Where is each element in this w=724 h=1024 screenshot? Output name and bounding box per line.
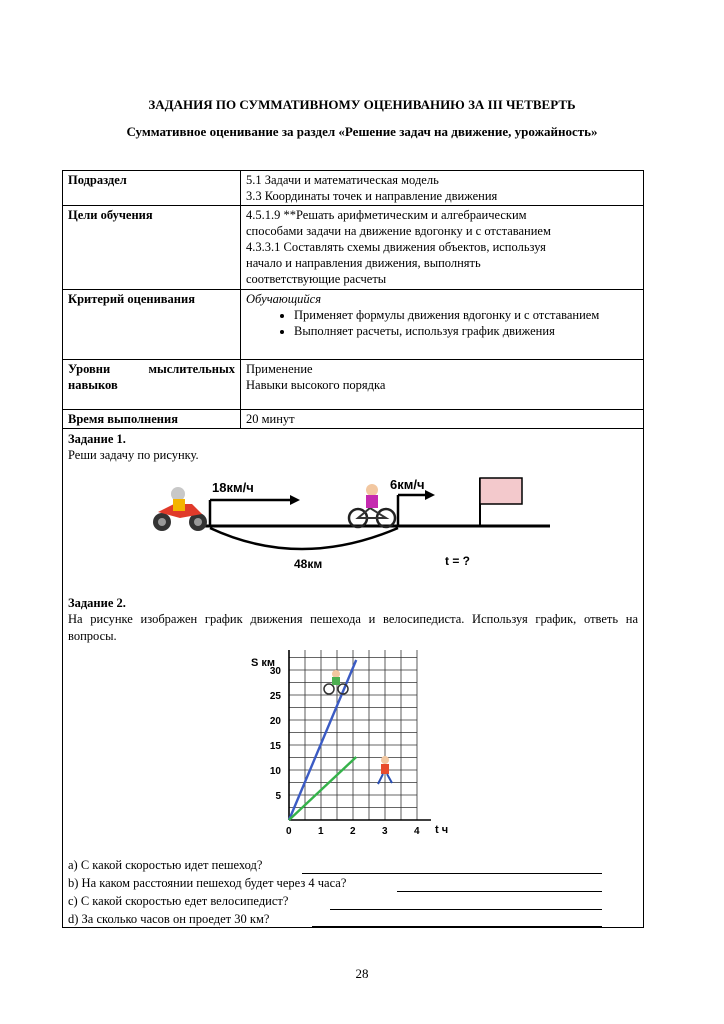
y-tick-label: 15: [269, 741, 281, 752]
levels-label-word: Уровни: [68, 362, 111, 376]
y-tick-label: 25: [269, 691, 281, 702]
subsection-line: 3.3 Координаты точек и направление движения: [246, 189, 498, 203]
levels-label-word: мыслительных: [148, 362, 235, 376]
levels-value: [241, 360, 644, 410]
table-row: [63, 410, 644, 429]
meta-table: [62, 170, 644, 429]
motion-diagram: [140, 470, 560, 580]
task1-heading: Задание 1.: [68, 432, 126, 446]
levels-label-word: навыков: [68, 378, 118, 392]
goals-value: [241, 206, 644, 290]
distance-label: 48км: [294, 557, 323, 571]
table-row: [63, 290, 644, 360]
series-line: [289, 757, 356, 820]
motion-graph: [245, 650, 460, 850]
question-c: c) С какой скоростью едет велосипедист?: [68, 894, 289, 908]
distance-arc: [210, 528, 398, 549]
x-axis-label: t ч: [435, 824, 449, 836]
subsection-value: [241, 171, 644, 206]
question-d: d) За сколько часов он проедет 30 км?: [68, 912, 270, 926]
arrow-head-icon: [290, 495, 300, 505]
subsection-label: Подраздел: [63, 171, 241, 206]
task1-text: Реши задачу по рисунку.: [68, 448, 199, 462]
levels-line: Навыки высокого порядка: [246, 378, 386, 392]
table-row: [63, 360, 644, 410]
table-row: [63, 206, 644, 290]
motorcycle-icon: [153, 487, 207, 531]
page-subtitle: Суммативное оценивание за раздел «Решение задач на движение, урожайность»: [126, 124, 598, 139]
time-question: t = ?: [445, 554, 471, 568]
x-tick-label: 0: [286, 826, 292, 837]
answer-line-a[interactable]: [302, 873, 602, 874]
cyclist-icon: [349, 484, 395, 527]
x-tick-label: 4: [414, 826, 420, 837]
arrow-head-icon: [425, 490, 435, 500]
goals-label: Цели обучения: [63, 206, 241, 290]
list-item: • Выполняет расчеты, используя график движения: [294, 323, 638, 339]
goals-line: способами задачи на движение вдогонку и с отставанием: [246, 224, 551, 238]
answer-line-d[interactable]: [312, 926, 602, 927]
answer-line-b[interactable]: [397, 891, 602, 892]
chart-axes: [289, 650, 431, 820]
x-tick-label: 3: [382, 826, 388, 837]
page-title: ЗАДАНИЯ ПО СУММАТИВНОМУ ОЦЕНИВАНИЮ ЗА III ЧЕТВЕРТЬ: [148, 97, 576, 112]
time-label: Время выполнения: [63, 410, 241, 429]
x-tick-label: 1: [318, 826, 324, 837]
y-tick-label: 5: [275, 791, 281, 802]
goals-line: 4.5.1.9 **Решать арифметическим и алгебраическим: [246, 208, 527, 222]
speed-label-2: 6км/ч: [390, 477, 425, 492]
question-a: a) С какой скоростью идет пешеход?: [68, 858, 263, 872]
answer-line-c[interactable]: [330, 909, 602, 910]
criteria-list: [246, 307, 638, 339]
goals-line: соответствующие расчеты: [246, 272, 387, 286]
criteria-value: [241, 290, 644, 360]
page-number: 28: [355, 966, 369, 981]
levels-label: [63, 360, 241, 410]
subsection-line: 5.1 Задачи и математическая модель: [246, 173, 439, 187]
finish-flag-icon: [480, 478, 522, 526]
chart-lines: [289, 660, 356, 820]
x-tick-label: 2: [350, 826, 356, 837]
time-value: 20 минут: [241, 410, 644, 429]
question-b: b) На каком расстоянии пешеход будет через 4 часа?: [68, 876, 347, 890]
criteria-intro: Обучающийся: [246, 292, 322, 306]
goals-line: 4.3.3.1 Составлять схемы движения объектов, используя: [246, 240, 546, 254]
list-item: • Применяет формулы движения вдогонку и с отставанием: [294, 307, 638, 323]
series-line: [289, 660, 356, 820]
y-axis-label: S км: [251, 657, 276, 669]
criteria-label: Критерий оценивания: [63, 290, 241, 360]
goals-line: начало и направления движения, выполнять: [246, 256, 481, 270]
y-tick-label: 20: [269, 716, 281, 727]
y-tick-label: 30: [269, 666, 281, 677]
task2-text: На рисунке изображен график движения пешехода и велосипедиста. Используя график, ответь на вопросы.: [68, 612, 638, 643]
chart-grid: [289, 650, 417, 820]
levels-line: Применение: [246, 362, 313, 376]
table-row: [63, 171, 644, 206]
y-tick-label: 10: [269, 766, 281, 777]
speed-label-1: 18км/ч: [212, 480, 254, 495]
task2-heading: Задание 2.: [68, 596, 126, 610]
